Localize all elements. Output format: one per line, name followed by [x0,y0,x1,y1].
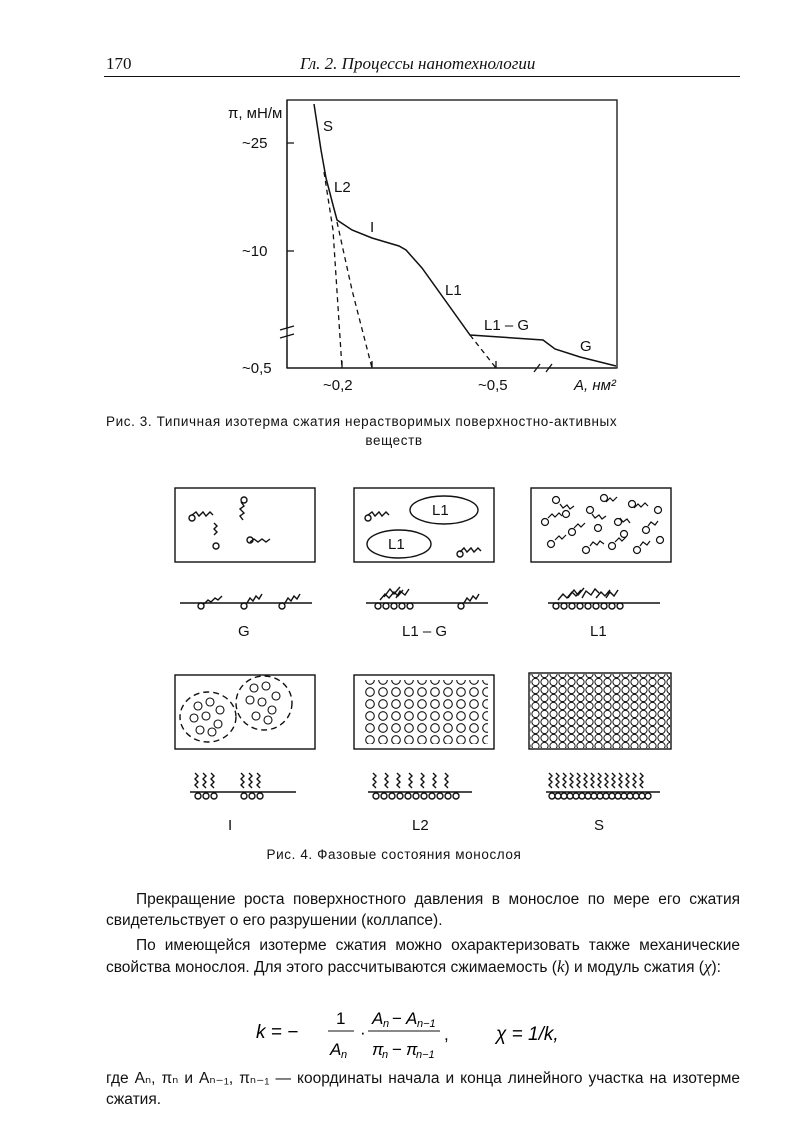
svg-text:n−1: n−1 [417,1018,436,1030]
y-tick-05: ~0,5 [242,360,272,377]
svg-text:n: n [382,1049,389,1061]
y-tick-10: ~10 [242,243,268,260]
phase-i-box [175,675,315,749]
bubble-label-l1-top: L1 [432,502,449,519]
extrapolation-line-1 [324,172,342,368]
y-ticks [287,143,294,251]
svg-text:n−1: n−1 [416,1049,435,1061]
paragraph-coordinates: где Aₙ, πₙ и Aₙ₋₁, πₙ₋₁ — координаты начала и конца линейного участка на изотерме сжатия. [106,1070,740,1108]
region-label-s: S [323,118,334,135]
svg-text:−: − [392,1009,402,1028]
compressibility-formula [250,1000,590,1064]
phase-label-l1-g: L1 – G [402,623,448,640]
formula-lhs: k = − [256,1022,299,1043]
page-number: 170 [106,54,132,73]
region-label-l1: L1 [445,282,462,299]
symbol-chi: χ [703,957,712,976]
y-tick-25: ~25 [242,135,268,152]
svg-text:n: n [383,1018,390,1030]
figure3-caption-cont: веществ [365,433,423,448]
isotherm-curve [314,104,616,366]
svg-text:n: n [341,1049,348,1061]
figure4-caption: Рис. 4. Фазовые состояния монослоя [266,847,522,862]
region-label-i: I [370,219,375,236]
paragraph-mechanical-c: ): [711,959,721,976]
extrapolation-line-3 [470,335,496,368]
paragraph-mechanical-b: ) и модуль сжатия ( [564,959,704,976]
bubble-label-l1-bottom: L1 [388,536,405,553]
paragraph-mechanical-a: По имеющейся изотерме сжатия можно охарактеризовать также механические свойства монослоя. Для этого рассчитываются сжимаемость ( [106,937,740,976]
running-head: Гл. 2. Процессы нанотехнологии [300,54,536,73]
figure4-phase-diagram [0,470,788,840]
x-tick-05: ~0,5 [478,377,508,394]
x-ticks [342,361,496,368]
svg-text:A: A [406,1009,418,1028]
phase-label-l2: L2 [412,817,429,834]
region-label-l2: L2 [334,179,351,196]
formula-an: A [330,1040,342,1059]
phase-label-i: I [228,817,233,834]
symbol-k: k [556,957,565,976]
region-label-g: G [580,338,592,355]
paragraph-mechanical [106,935,740,978]
region-label-l1-g: L1 – G [484,317,530,334]
svg-text:,: , [444,1025,449,1044]
phase-label-s: S [594,817,605,834]
phase-label-l1: L1 [590,623,607,640]
phase-label-g: G [238,623,250,640]
figure3-caption: Рис. 3. Типичная изотерма сжатия нерастворимых поверхностно-активных [106,414,618,429]
figure3-isotherm-chart [0,0,788,412]
svg-text:π: π [406,1040,418,1059]
formula-one: 1 [336,1009,346,1028]
svg-text:·: · [360,1023,366,1042]
phase-g-box [175,488,315,562]
x-axis-label: A, нм² [574,377,616,394]
paragraph-collapse: Прекращение роста поверхностного давления в монослое по мере его сжатия свидетельствует о его разрушении (коллапсе). [106,891,740,929]
formula-chi: χ = 1/k, [496,1024,559,1045]
formula-numerator: A [372,1009,384,1028]
formula-denominator: π [372,1040,384,1059]
x-tick-02: ~0,2 [323,377,353,394]
plot-frame [287,100,617,368]
extrapolation-line-2 [337,222,372,368]
y-axis-label: π, мН/м [228,105,283,122]
svg-text:−: − [392,1040,402,1059]
